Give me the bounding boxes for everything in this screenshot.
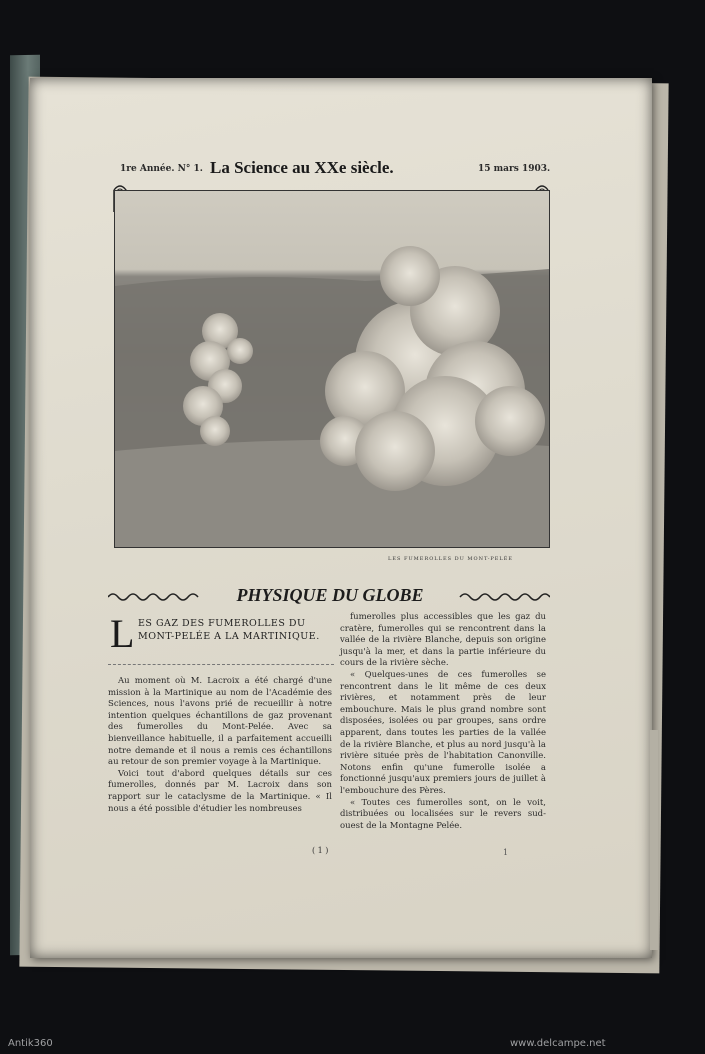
issue-number: 1re Année. N° 1. (120, 164, 203, 174)
paragraph: « Toutes ces fumerolles sont, on le voit, distribuées ou localisées sur le revers sud-ouest de la Montagne Pelée. (340, 797, 546, 831)
page-edge (650, 730, 658, 950)
article-lead (108, 611, 334, 665)
dropcap: L (110, 611, 135, 656)
lead-title: ES GAZ DES FUMEROLLES DU MONT-PELÉE A LA MARTINIQUE. (138, 618, 320, 642)
ornament-bar-right-icon (455, 591, 550, 603)
paragraph: Voici tout d'abord quelques détails sur ces fumerolles, donnés par M. Lacroix dans son rapport sur le cataclysme de la Martinique. « Il nous a été possible d'étudier les nombreuses (108, 768, 332, 814)
watermark-seller: Antik360 (8, 1038, 53, 1049)
fumaroles-illustration (115, 191, 549, 547)
magazine-title: La Science au XXe siècle. (210, 158, 394, 177)
figure-caption: LES FUMEROLLES DU MONT-PELÉE (388, 556, 514, 562)
paragraph: Au moment où M. Lacroix a été chargé d'une mission à la Martinique au nom de l'Académie des Sciences, nous l'avons prié de recueillir à notre intention quelques échantillons de gaz provenant des fumerolles du Mont-Pelée. Avec sa bienveillance habituelle, il a parfaitement accueilli notre demande et il nous a remis ces échantillons au retour de son premier voyage à la Martinique. (108, 676, 332, 768)
section-title: PHYSIQUE DU GLOBE (236, 585, 424, 605)
paragraph: fumerolles plus accessibles que les gaz du cratère, fumerolles qui se rencontrent dans la vallée de la rivière Blanche, depuis son origine jusqu'à la mer, et dans la partie inférieure du cours de la rivière sèche. (340, 612, 546, 669)
page-number: ( 1 ) (312, 846, 329, 855)
figure (110, 182, 552, 552)
issue-date: 15 mars 1903. (478, 164, 551, 174)
page-mark: 1 (503, 848, 509, 857)
ornament-bar-left-icon (108, 591, 203, 603)
column-left (108, 676, 332, 815)
watermark-site: www.delcampe.net (510, 1038, 606, 1049)
column-right (340, 612, 546, 832)
fumaroles-photograph (114, 190, 550, 548)
section-heading (108, 585, 550, 611)
paragraph: « Quelques-unes de ces fumerolles se rencontrent dans le lit même de ces deux rivières, et notamment près de leur embouchure. Mais le plus grand nombre sont disposées, isolées ou par groupes, sans ordre apparent, dans toutes les parties de la vallée de la rivière Blanche, et plus au nord jusqu'à la rivière située près de l'habitation Canonville. Notons enfin qu'une fumerolle isolée a fonctionné jusqu'aux premiers jours de juillet à l'embouchure des Pères. (340, 669, 546, 796)
